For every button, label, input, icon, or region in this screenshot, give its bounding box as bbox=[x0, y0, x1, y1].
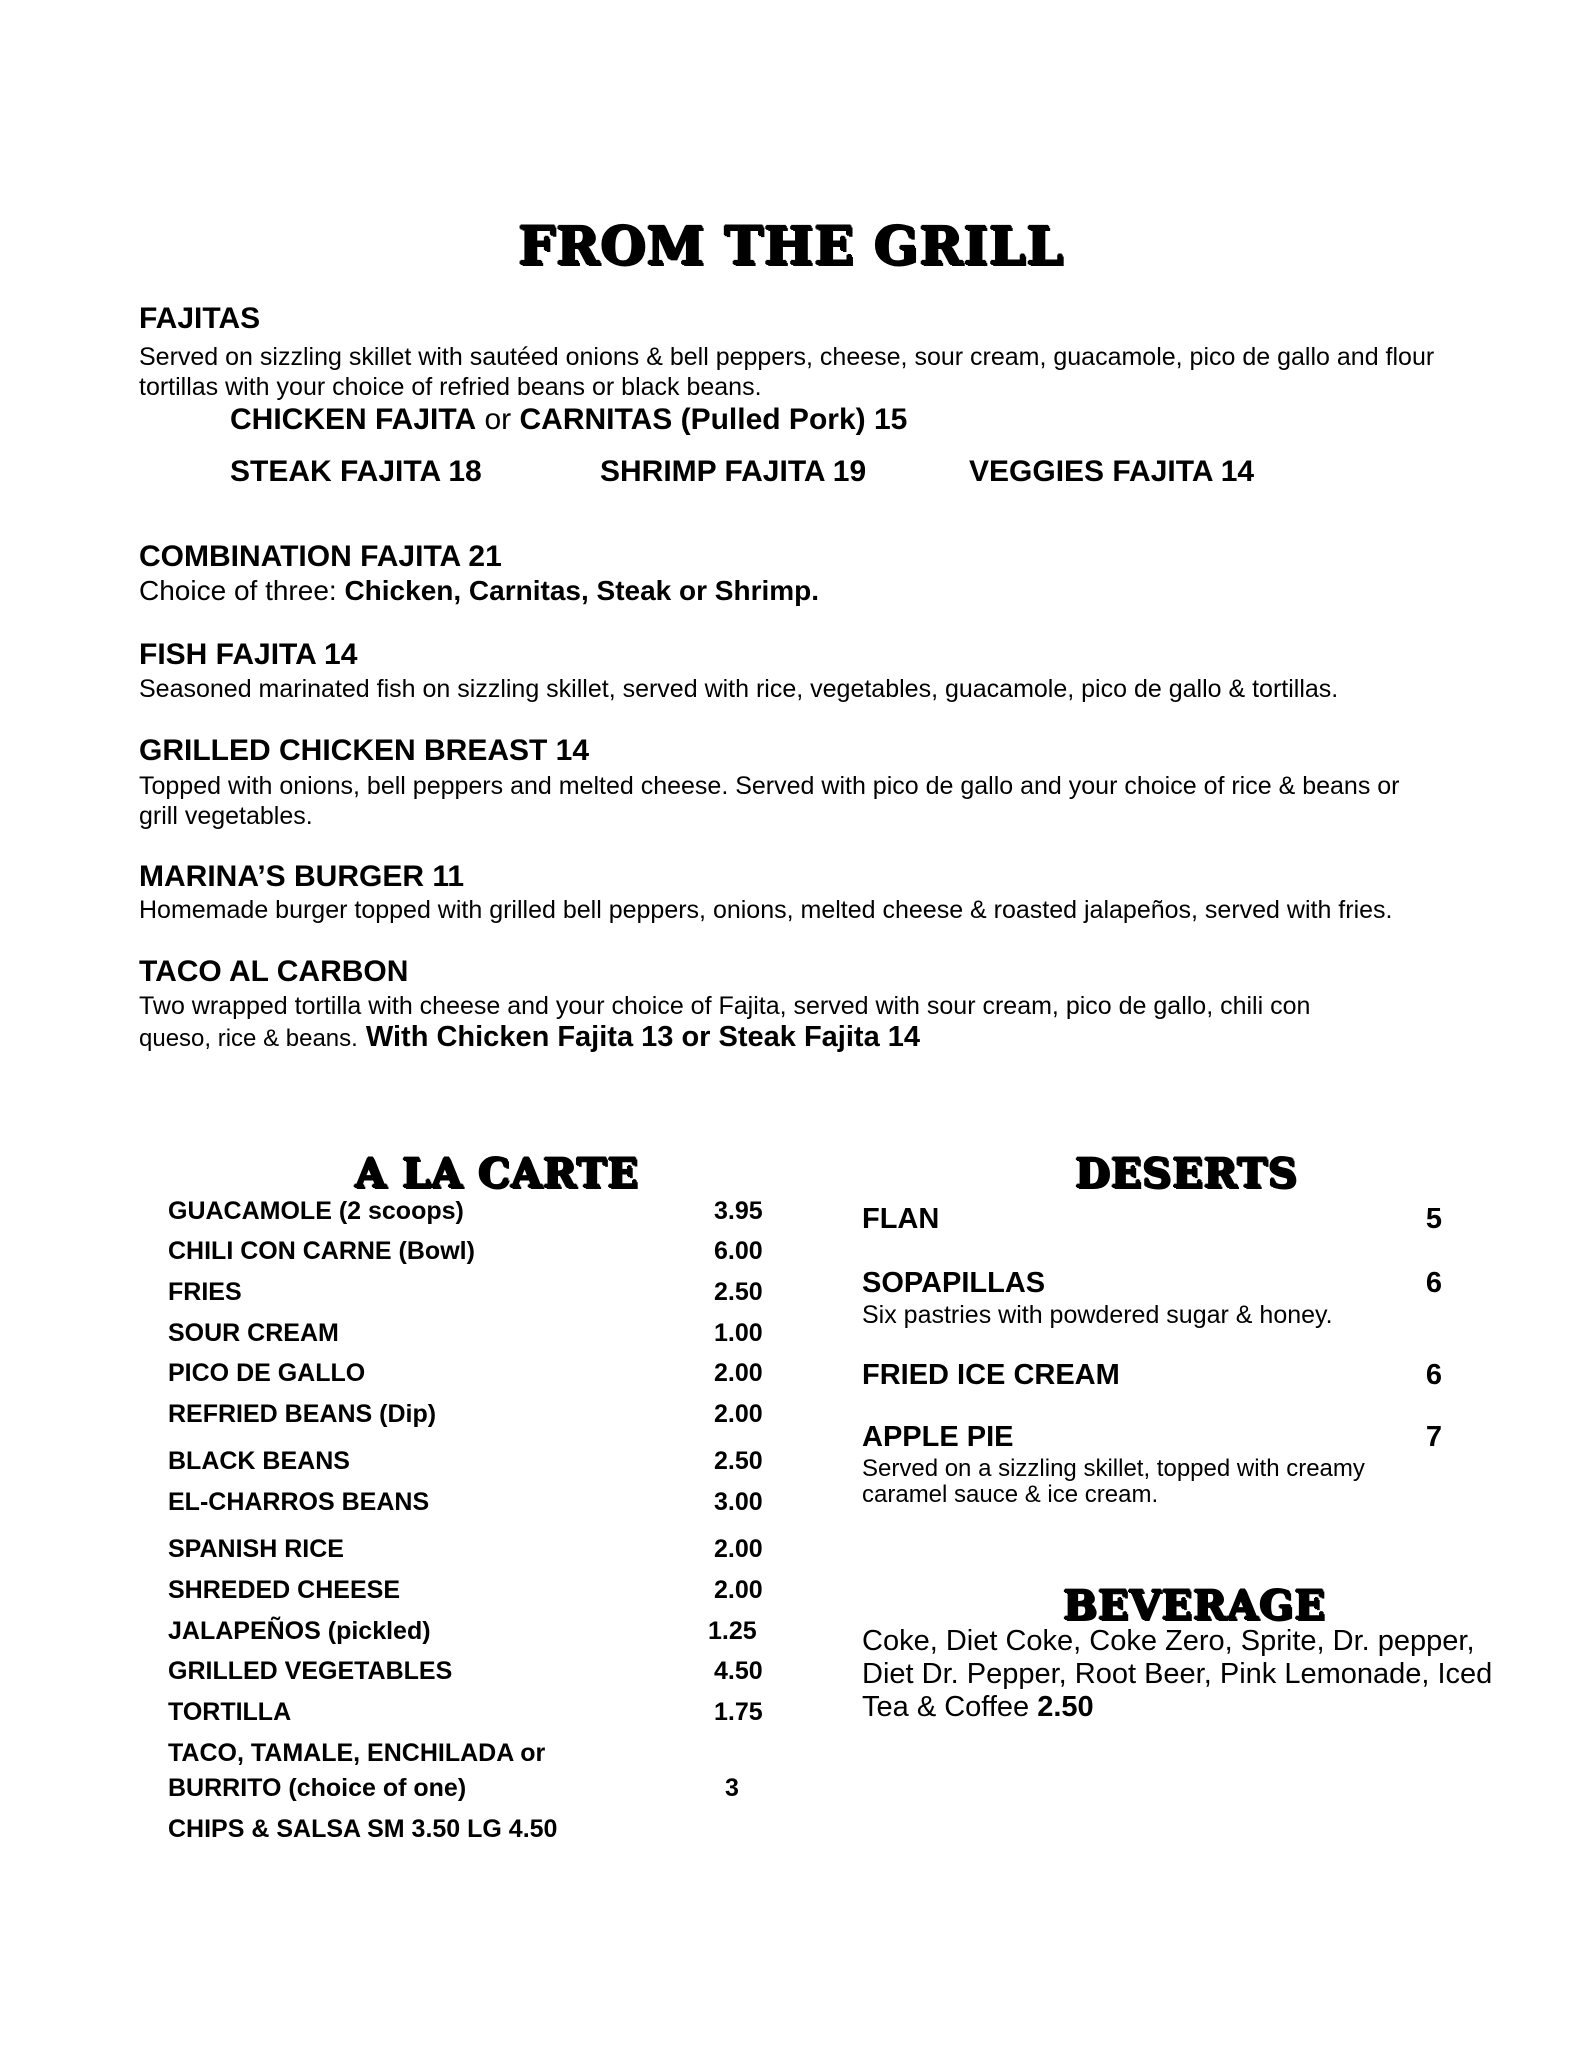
item-name: REFRIED BEANS (Dip) bbox=[168, 1400, 437, 1428]
apple-pie-description: Served on a sizzling skillet, topped with creamy caramel sauce & ice cream. bbox=[862, 1455, 1365, 1508]
taco-al-carbon-description-line1: Two wrapped tortilla with cheese and your choice of Fajita, served with sour cream, pico de gallo, chili con bbox=[139, 992, 1311, 1020]
item-name: EL-CHARROS BEANS bbox=[168, 1488, 430, 1516]
item-price: 3.95 bbox=[714, 1197, 763, 1225]
item-price: 4.50 bbox=[714, 1657, 763, 1685]
combination-desc-prefix: Choice of three: bbox=[139, 575, 345, 606]
beverage-description bbox=[862, 1625, 1502, 1724]
or-connector: or bbox=[476, 403, 520, 436]
item-name: FRIES bbox=[168, 1278, 242, 1306]
item-name: CHIPS & SALSA SM 3.50 LG 4.50 bbox=[168, 1815, 558, 1843]
combination-desc-bold: Chicken, Carnitas, Steak or Shrimp. bbox=[344, 575, 820, 606]
item-name: SOPAPILLAS bbox=[862, 1267, 1046, 1299]
taco-desc-line2: queso, rice & beans. bbox=[139, 1025, 358, 1052]
item-name: SHREDED CHEESE bbox=[168, 1576, 400, 1604]
page-title: FROM THE GRILL bbox=[518, 216, 1064, 277]
steak-fajita: STEAK FAJITA 18 bbox=[230, 455, 482, 488]
burger-title: MARINA’S BURGER 11 bbox=[139, 860, 465, 893]
item-price: 2.00 bbox=[714, 1400, 763, 1428]
item-price: 1.25 bbox=[708, 1617, 757, 1645]
fajitas-title: FAJITAS bbox=[139, 302, 261, 335]
item-name: PICO DE GALLO bbox=[168, 1359, 366, 1387]
item-name: SPANISH RICE bbox=[168, 1535, 344, 1563]
a-la-carte-title: A LA CARTE bbox=[355, 1150, 639, 1197]
item-price: 6 bbox=[1425, 1359, 1442, 1391]
item-name: BLACK BEANS bbox=[168, 1447, 350, 1475]
item-name: GUACAMOLE (2 scoops) bbox=[168, 1197, 464, 1225]
fish-fajita-description: Seasoned marinated fish on sizzling skillet, served with rice, vegetables, guacamole, pico de gallo & tortillas. bbox=[139, 675, 1339, 703]
veggies-fajita: VEGGIES FAJITA 14 bbox=[969, 455, 1255, 488]
item-price: 6.00 bbox=[714, 1237, 763, 1265]
item-name: SOUR CREAM bbox=[168, 1319, 339, 1347]
item-name: GRILLED VEGETABLES bbox=[168, 1657, 453, 1685]
fish-fajita-title: FISH FAJITA 14 bbox=[139, 638, 358, 671]
combination-title: COMBINATION FAJITA 21 bbox=[139, 540, 502, 573]
beverage-price: 2.50 bbox=[1037, 1691, 1094, 1723]
chicken-fajita-label: CHICKEN FAJITA bbox=[230, 403, 477, 436]
item-price: 2.50 bbox=[714, 1278, 763, 1306]
burger-description: Homemade burger topped with grilled bell peppers, onions, melted cheese & roasted jalapeños, served with fries. bbox=[139, 896, 1393, 924]
item-price: 2.50 bbox=[714, 1447, 763, 1475]
item-price: 5 bbox=[1425, 1203, 1442, 1235]
item-name: CHILI CON CARNE (Bowl) bbox=[168, 1237, 475, 1265]
taco-options: With Chicken Fajita 13 or Steak Fajita 14 bbox=[357, 1021, 921, 1053]
beverage-list: Coke, Diet Coke, Coke Zero, Sprite, Dr. pepper, Diet Dr. Pepper, Root Beer, Pink Lemonade, Iced Tea & Coffee bbox=[862, 1625, 1500, 1723]
item-name: BURRITO (choice of one) bbox=[168, 1774, 467, 1802]
taco-al-carbon-title: TACO AL CARBON bbox=[139, 955, 409, 988]
item-name: FRIED ICE CREAM bbox=[862, 1359, 1120, 1391]
item-price: 7 bbox=[1425, 1421, 1442, 1453]
fajitas-description: Served on sizzling skillet with sautéed onions & bell peppers, cheese, sour cream, guacamole, pico de gallo and flour tortillas with your choice of refried beans or black beans. bbox=[139, 343, 1435, 401]
item-price: 2.00 bbox=[714, 1576, 763, 1604]
grilled-chicken-title: GRILLED CHICKEN BREAST 14 bbox=[139, 734, 590, 767]
item-price: 2.00 bbox=[714, 1359, 763, 1387]
item-name: FLAN bbox=[862, 1203, 940, 1235]
item-price: 6 bbox=[1425, 1267, 1442, 1299]
item-name: TORTILLA bbox=[168, 1698, 292, 1726]
sopapillas-description: Six pastries with powdered sugar & honey. bbox=[862, 1301, 1333, 1329]
item-price: 3 bbox=[725, 1774, 739, 1802]
item-price: 3.00 bbox=[714, 1488, 763, 1516]
item-price: 1.75 bbox=[714, 1698, 763, 1726]
item-price: 1.00 bbox=[714, 1319, 763, 1347]
shrimp-fajita: SHRIMP FAJITA 19 bbox=[600, 455, 867, 488]
carnitas-label: CARNITAS (Pulled Pork) 15 bbox=[519, 403, 908, 436]
chicken-carnitas-line bbox=[230, 403, 907, 437]
taco-al-carbon-description-line2 bbox=[139, 1021, 920, 1054]
grilled-chicken-description: Topped with onions, bell peppers and melted cheese. Served with pico de gallo and your choice of rice & beans or grill vegetables. bbox=[139, 772, 1400, 830]
item-price: 2.00 bbox=[714, 1535, 763, 1563]
item-name: JALAPEÑOS (pickled) bbox=[168, 1617, 431, 1645]
item-name: APPLE PIE bbox=[862, 1421, 1014, 1453]
combination-description bbox=[139, 575, 819, 607]
beverage-title: BEVERAGE bbox=[1063, 1582, 1326, 1629]
item-name: TACO, TAMALE, ENCHILADA or bbox=[168, 1739, 546, 1767]
deserts-title: DESERTS bbox=[1075, 1150, 1298, 1197]
